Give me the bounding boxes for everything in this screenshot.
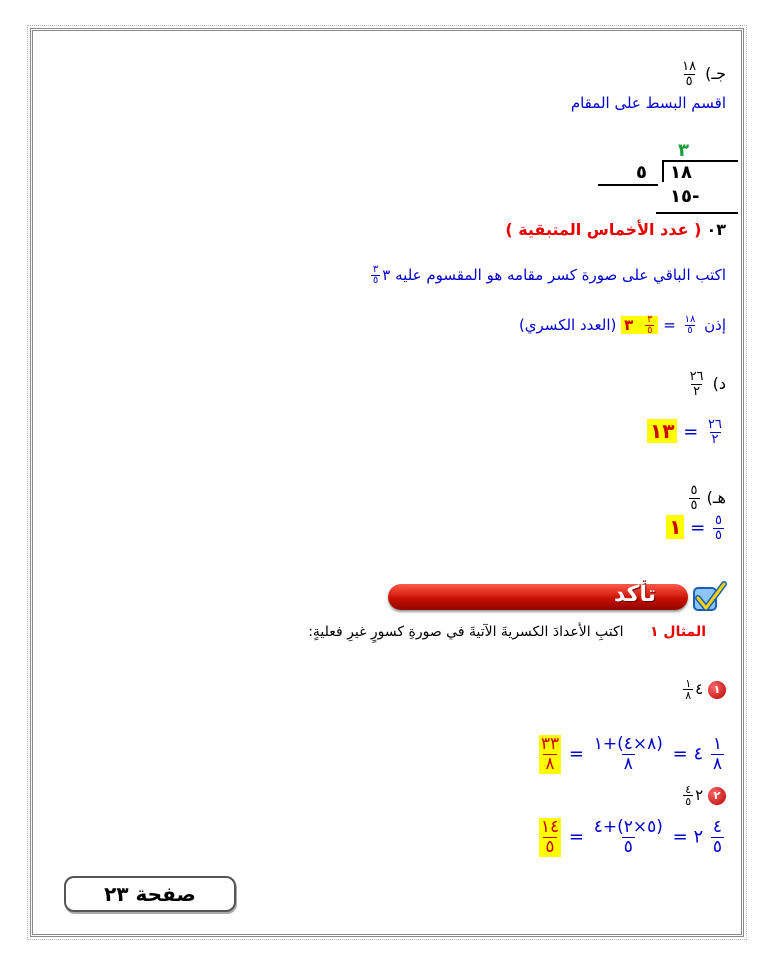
remainder-row xyxy=(505,220,726,239)
example-instruction xyxy=(308,624,706,640)
mixed-fraction: $\frac{٣}{٥}$ xyxy=(372,264,379,286)
answer-fraction: $\frac{٣}{٥}$ xyxy=(647,314,653,336)
q1-fraction: $\frac{١}{٨}$ xyxy=(685,677,692,702)
q1-step-expression: $\frac{(٨\times ٤)+١}{٨}$ xyxy=(593,734,663,774)
q2-answer: $\frac{١٤}{٥}$ xyxy=(540,817,560,857)
part-d-header xyxy=(686,370,726,399)
therefore-line: إذن $\frac{١٨}{٥}$ = $\frac{٣}{٥}$ ٣ (العدد الكسري) xyxy=(518,314,726,336)
q2-step-whole: ٢ xyxy=(693,826,704,848)
q2-step-expression: $\frac{(٥\times ٢)+٤}{٥}$ xyxy=(593,817,663,857)
q1-answer: $\frac{٣٣}{٨}$ xyxy=(540,734,560,774)
q1-solution: $\frac{١}{٨}$ ٤ = $\frac{(٨\times ٤)+١}{٨}$ = $\frac{٣٣}{٨}$ xyxy=(540,734,722,774)
write-remainder-line xyxy=(369,265,726,286)
part-d-equation: $\frac{٢٦}{٢}$ = ١٣ xyxy=(647,418,726,447)
part-e-header xyxy=(687,484,726,513)
divisor: ٥ xyxy=(636,162,647,183)
mixed-whole: ٣ xyxy=(382,266,391,284)
example-text: اكتبِ الأعدادَ الكسريةَ الآتيةَ في صورةِ كسورٍ غيرِ فعليةٍ: xyxy=(308,624,624,640)
answer-whole: ٣ xyxy=(621,316,636,334)
divisor-underline xyxy=(598,184,658,186)
part-c-instruction: اقسم البسط على المقام xyxy=(570,94,726,112)
check-banner xyxy=(388,580,728,614)
banner-title: تأكد xyxy=(613,582,656,607)
part-d-eq-fraction: $\frac{٢٦}{٢}$ xyxy=(708,417,722,447)
q1-step-whole: ٤ xyxy=(693,743,704,765)
write-remainder-text: اكتب الباقي على صورة كسر مقامه هو المقسوم عليه xyxy=(395,266,726,284)
subtract-line xyxy=(656,212,738,214)
part-e-equation: $\frac{٥}{٥}$ = ١ xyxy=(666,514,726,543)
dividend: ١٨ xyxy=(670,162,692,183)
q1-header xyxy=(681,678,726,701)
part-c-fraction: $\frac{١٨}{٥}$ xyxy=(682,59,697,89)
page-number: صفحة ٢٣ xyxy=(64,876,236,912)
q2-header xyxy=(681,784,726,807)
q2-whole: ٢ xyxy=(695,786,704,804)
q2-solution: $\frac{٤}{٥}$ ٢ = $\frac{(٥\times ٢)+٤}{٥}$ = $\frac{١٤}{٥}$ xyxy=(540,817,722,857)
part-d-answer: ١٣ xyxy=(647,419,677,443)
therefore-answer xyxy=(636,316,658,334)
q2-step-fraction: $\frac{٤}{٥}$ xyxy=(712,817,722,857)
part-e-answer: ١ xyxy=(666,515,684,539)
q2-badge: ٢ xyxy=(708,787,726,805)
example-label: المثال ١ xyxy=(650,624,706,640)
part-c-label: جـ) xyxy=(705,64,726,83)
q2-fraction: $\frac{٤}{٥}$ xyxy=(685,783,692,808)
q1-step-fraction: $\frac{١}{٨}$ xyxy=(712,734,722,774)
therefore-fraction: $\frac{١٨}{٥}$ xyxy=(684,314,696,336)
part-e-eq-fraction: $\frac{٥}{٥}$ xyxy=(715,513,722,543)
part-c-header xyxy=(678,60,726,89)
q1-whole: ٤ xyxy=(695,680,704,698)
remainder: ٠٣ xyxy=(706,220,726,239)
checkmark-icon xyxy=(688,580,728,616)
part-e-fraction: $\frac{٥}{٥}$ xyxy=(690,483,698,513)
part-d-label: د) xyxy=(712,374,726,393)
q1-badge: ١ xyxy=(708,681,726,699)
therefore-note: (العدد الكسري) xyxy=(518,316,617,334)
part-d-fraction: $\frac{٢٦}{٢}$ xyxy=(689,369,704,399)
division-bracket xyxy=(662,160,664,182)
therefore-prefix: إذن xyxy=(704,316,726,334)
subtract-value: ١٥- xyxy=(670,186,700,207)
quotient: ٣ xyxy=(678,140,689,161)
part-e-label: هـ) xyxy=(706,488,726,507)
remainder-note: ( عدد الأخماس المتبقية ) xyxy=(505,220,702,239)
